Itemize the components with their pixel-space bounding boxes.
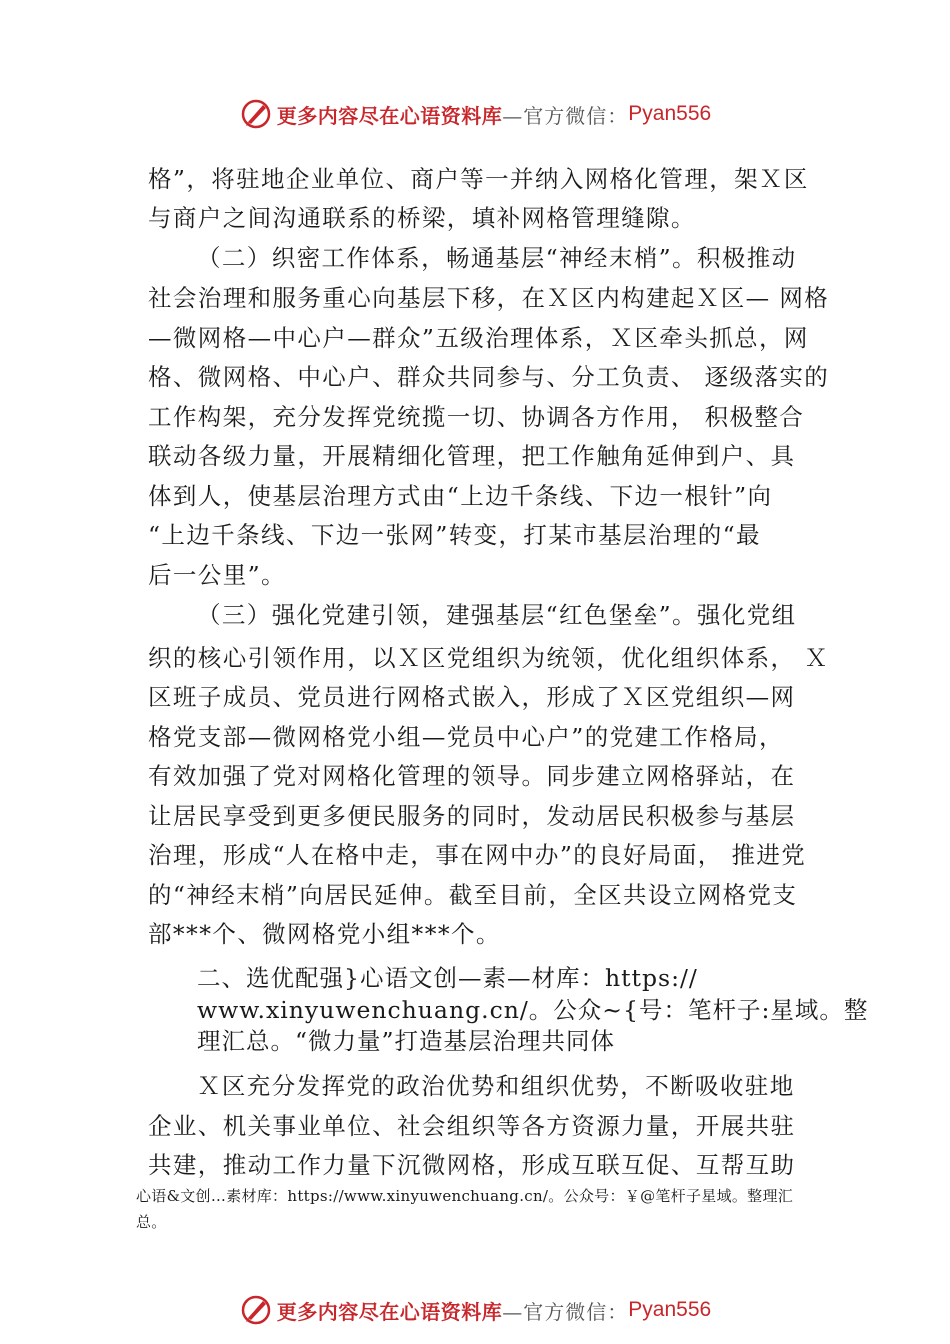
- banner-subtitle: —官方微信：: [502, 1299, 629, 1324]
- body-line: 格、微网格、中心户、群众共同参与、分工负责、 逐级落实的: [148, 363, 830, 391]
- body-line: 让居民享受到更多便民服务的同时，发动居民积极参与基层: [148, 802, 796, 830]
- body-line: 体到人，使基层治理方式由“上边千条线、下边一根针”向: [148, 482, 773, 510]
- section-heading: （三）强化党建引领，建强基层“红色堡垒”。强化党组: [197, 601, 797, 629]
- body-line: 的“神经末梢”向居民延伸。截至目前，全区共设立网格党支: [148, 881, 798, 909]
- body-line: 社会治理和服务重心向基层下移，在Ｘ区内构建起Ｘ区— 网格: [148, 284, 830, 312]
- footnote-line: 总。: [136, 1213, 167, 1231]
- body-line: 区班子成员、党员进行网格式嵌入，形成了Ｘ区党组织—网: [148, 683, 796, 711]
- body-line: 联动各级力量，开展精细化管理，把工作触角延伸到户、具: [148, 442, 796, 470]
- body-line: 企业、机关事业单位、社会组织等各方资源力量，开展共驻: [148, 1112, 796, 1140]
- footnote-line: 心语&文创…素材库：https://www.xinyuwenchuang.cn/。公众号：￥@笔杆子星域。整理汇: [136, 1187, 794, 1205]
- section-heading: （二）织密工作体系，畅通基层“神经末梢”。积极推动: [197, 244, 797, 272]
- body-line: —微网格—中心户—群众”五级治理体系，Ｘ区牵头抓总，网: [148, 324, 809, 352]
- quill-seal-icon: [239, 97, 273, 131]
- banner-title: 更多内容尽在心语资料库: [276, 103, 503, 128]
- body-line: 有效加强了党对网格化管理的领导。同步建立网格驿站，在: [148, 762, 796, 790]
- chapter-heading: 理汇总。“微力量”打造基层治理共同体: [197, 1027, 616, 1055]
- body-line: 后一公里”。: [148, 561, 286, 589]
- body-line: 与商户之间沟通联系的桥梁，填补网格管理缝隙。: [148, 204, 696, 232]
- banner-wechat-id: Pyan556: [628, 102, 712, 125]
- body-line: 格”，将驻地企业单位、商户等一并纳入网格化管理，架Ｘ区: [148, 165, 809, 193]
- body-line: “上边千条线、下边一张网”转变，打某市基层治理的“最: [148, 521, 761, 549]
- body-line: 格党支部—微网格党小组—党员中心户”的党建工作格局，: [148, 723, 784, 751]
- body-line: Ｘ区充分发挥党的政治优势和组织优势，不断吸收驻地: [197, 1072, 795, 1100]
- quill-seal-icon: [239, 1293, 273, 1327]
- header-banner: [0, 94, 950, 134]
- body-line: 共建，推动工作力量下沉微网格，形成互联互促、互帮互助: [148, 1151, 796, 1179]
- body-line: 工作构架，充分发挥党统揽一切、协调各方作用， 积极整合: [148, 403, 805, 431]
- chapter-heading: 二、选优配强}心语文创—素—材库：https://: [197, 964, 698, 992]
- footer-banner: [0, 1290, 950, 1330]
- banner-title: 更多内容尽在心语资料库: [276, 1299, 503, 1324]
- body-line: 治理，形成“人在格中走，事在网中办”的良好局面， 推进党: [148, 841, 807, 869]
- banner-subtitle: —官方微信：: [502, 103, 629, 128]
- banner-wechat-id: Pyan556: [628, 1298, 712, 1321]
- chapter-heading: www.xinyuwenchuang.cn/。公众~{号：笔杆子:星域。整: [197, 996, 869, 1024]
- body-line: 织的核心引领作用，以Ｘ区党组织为统领，优化组织体系， Ｘ: [148, 644, 830, 672]
- body-line: 部***个、微网格党小组***个。: [148, 920, 501, 948]
